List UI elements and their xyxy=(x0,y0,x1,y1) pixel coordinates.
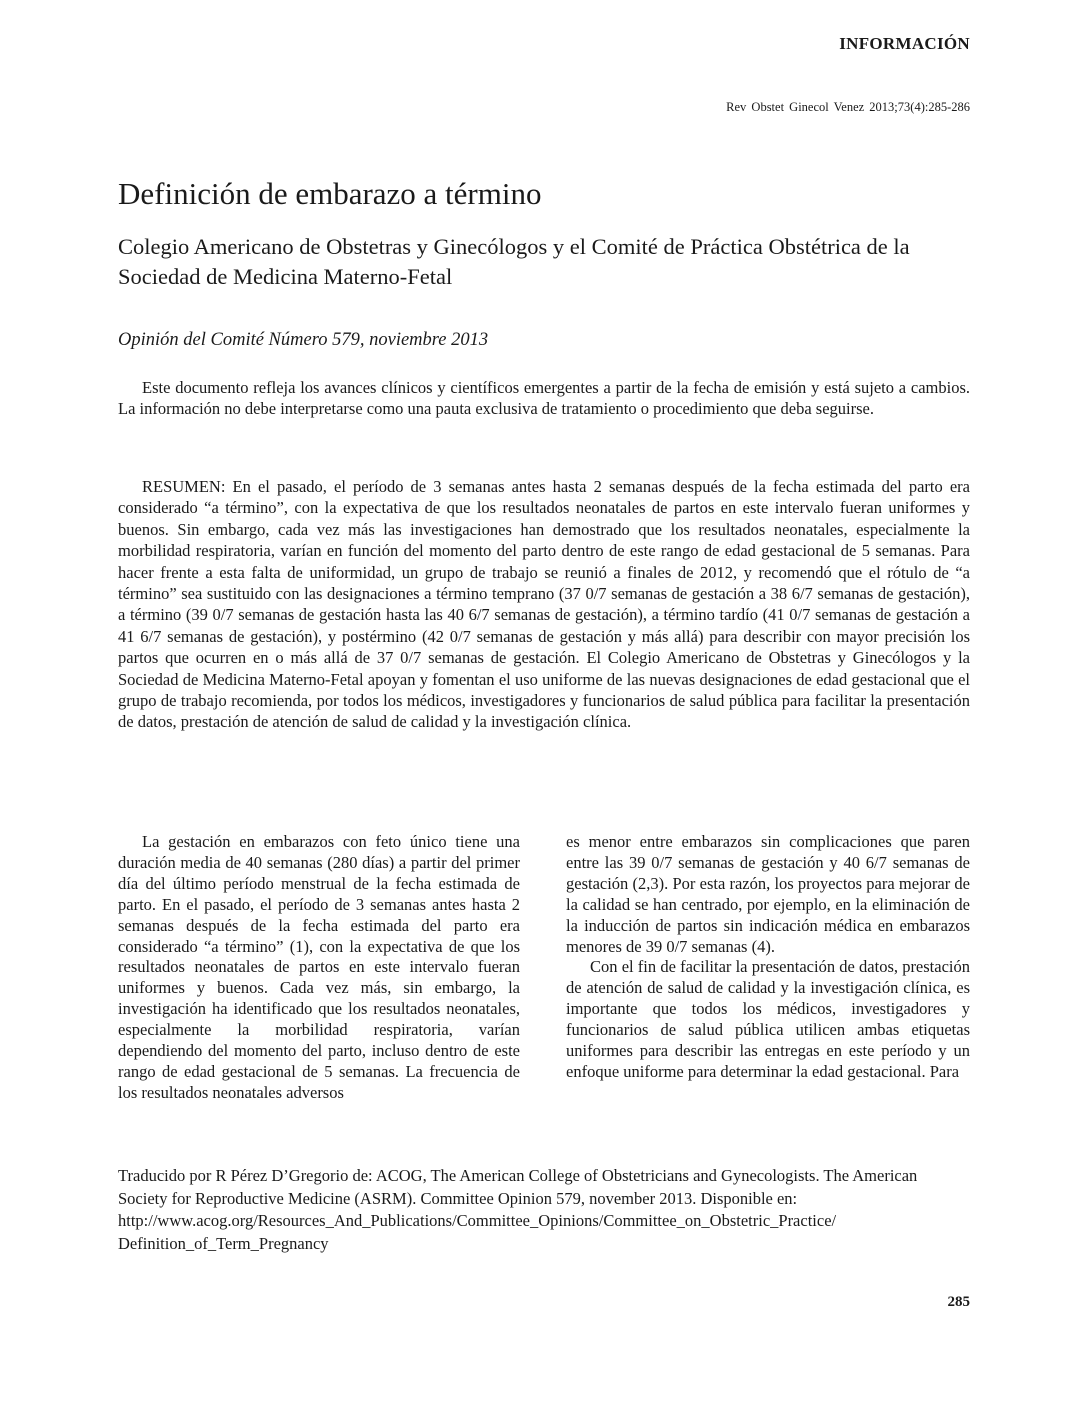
body-column-right xyxy=(566,832,970,1083)
body-paragraph: La gestación en embarazos con feto único tiene una duración media de 40 semanas (280 días) a partir del primer día del último período menstrual de la fecha estimada de parto. En el pasado, el período de 3 semanas antes hasta 2 semanas después de la fecha estimada del parto era considerado “a término” (1), con la expectativa de que los resultados neonatales de partos en este intervalo fueran uniformes y buenos. Cada vez más, sin embargo, la investigación ha identificado que los resultados neonatales, especialmente la morbilidad respiratoria, varían dependiendo del momento del parto, incluso dentro de este rango de edad gestacional de 5 semanas. La frecuencia de los resultados neonatales adversos xyxy=(118,832,520,1102)
article-title: Definición de embarazo a término xyxy=(118,176,542,211)
body-paragraph: es menor entre embarazos sin complicaciones que paren entre las 39 0/7 semanas de gestación y 40 6/7 semanas de gestación (2,3). Por esta razón, los proyectos para mejorar de la calidad se han centrado, por ejemplo, en la eliminación de la inducción de partos sin indicación médica en embarazos menores de 39 0/7 semanas (4). xyxy=(566,832,970,956)
journal-citation: Rev Obstet Ginecol Venez 2013;73(4):285-286 xyxy=(726,100,970,114)
body-paragraph: Con el fin de facilitar la presentación de datos, prestación de atención de salud de calidad y la investigación clínica, es importante que todos los médicos, investigadores y funcionarios de salud pública utilicen ambas etiquetas uniformes para describir las entregas en este período y un enfoque uniforme para determinar la edad gestacional. Para xyxy=(566,957,970,1081)
abstract-paragraph: RESUMEN: En el pasado, el período de 3 semanas antes hasta 2 semanas después de la fecha estimada del parto era considerado “a término”, con la expectativa de que los resultados neonatales de partos en este intervalo fueran uniformes y buenos. Sin embargo, cada vez más las investigaciones han demostrado que los resultados neonatales, especialmente la morbilidad respiratoria, varían en función del momento del parto dentro de este rango de edad gestacional de 5 semanas. Para hacer frente a esta falta de uniformidad, un grupo de trabajo se reunió a finales de 2012, y recomendó que el rótulo de “a término” sea sustituido con las designaciones a término temprano (37 0/7 semanas de gestación a 38 6/7 semanas de gestación), a término (39 0/7 semanas de gestación hasta las 40 6/7 semanas de gestación), a término tardío (41 0/7 semanas de gestación a 41 6/7 semanas de gestación), y postérmino (42 0/7 semanas de gestación y más allá) para describir con mayor precisión los partos que ocurren en o más allá de 37 0/7 semanas de gestación. El Colegio Americano de Obstetras y Ginecólogos y la Sociedad de Medicina Materno-Fetal apoyan y fomentan el uso uniforme de las nuevas designaciones de edad gestacional que el grupo de trabajo recomienda, por todos los médicos, investigadores y funcionarios de salud pública para facilitar la presentación de datos, prestación de atención de salud de calidad y la investigación clínica. xyxy=(118,477,970,732)
page-number: 285 xyxy=(947,1294,970,1310)
committee-opinion-line: Opinión del Comité Número 579, noviembre 2013 xyxy=(118,330,489,350)
article-subtitle: Colegio Americano de Obstetras y Ginecólogos y el Comité de Práctica Obstétrica de la Sociedad de Medicina Materno-Fetal xyxy=(118,234,910,289)
translation-footnote: Traducido por R Pérez D’Gregorio de: ACOG, The American College of Obstetricians and Gynecologists. The American Society for Reproductive Medicine (ASRM). Committee Opinion 579, november 2013. Disponible en: http://www.acog.org/Resources_And_Publications/Committee_Opinions/Committee_on_Obstetric_Practice/ Definition_of_Term_Pregnancy xyxy=(118,1166,918,1253)
disclaimer-paragraph: Este documento refleja los avances clínicos y científicos emergentes a partir de la fecha de emisión y está sujeto a cambios. La información no debe interpretarse como una pauta exclusiva de tratamiento o procedimiento que deba seguirse. xyxy=(118,378,970,419)
body-column-left xyxy=(118,832,520,1104)
section-label: INFORMACIÓN xyxy=(839,34,970,53)
